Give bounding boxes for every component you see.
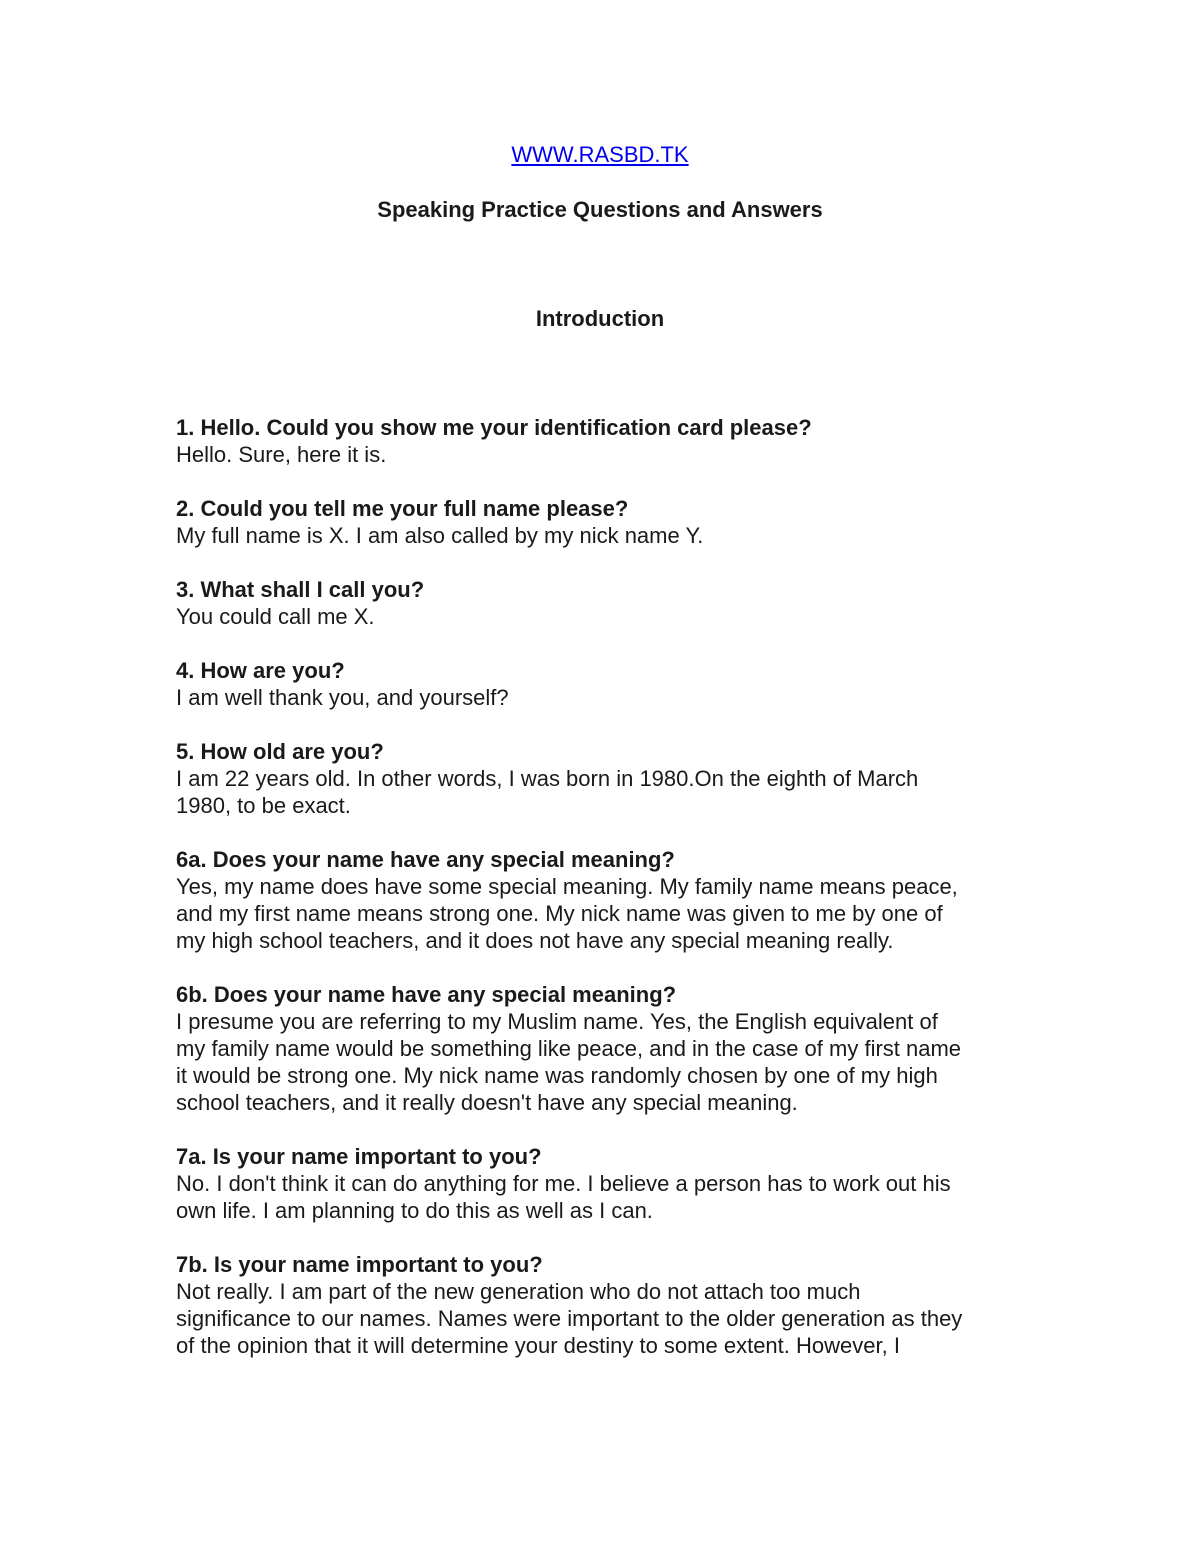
question: 5. How old are you? xyxy=(176,739,384,764)
answer xyxy=(176,1278,1056,1359)
question: 6b. Does your name have any special meaning? xyxy=(176,982,677,1007)
answer-line: I am well thank you, and yourself? xyxy=(176,685,509,710)
answer-line: own life. I am planning to do this as well as I can. xyxy=(176,1198,653,1223)
answer-line: I presume you are referring to my Muslim name. Yes, the English equivalent of xyxy=(176,1009,938,1034)
answer xyxy=(176,603,1056,630)
answer xyxy=(176,441,1056,468)
answer xyxy=(176,1170,1056,1224)
answer-line: Yes, my name does have some special meaning. My family name means peace, xyxy=(176,874,958,899)
answer-line: I am 22 years old. In other words, I was born in 1980.On the eighth of March xyxy=(176,766,919,791)
qa-item-2 xyxy=(176,495,1056,549)
answer xyxy=(176,1008,1056,1116)
answer xyxy=(176,522,1056,549)
question: 4. How are you? xyxy=(176,658,345,683)
answer xyxy=(176,873,1056,954)
qa-item-6a xyxy=(176,846,1056,954)
answer xyxy=(176,765,1056,819)
answer-line: of the opinion that it will determine your destiny to some extent. However, I xyxy=(176,1333,900,1358)
question: 6a. Does your name have any special meaning? xyxy=(176,847,675,872)
answer-line: Not really. I am part of the new generation who do not attach too much xyxy=(176,1279,861,1304)
question: 1. Hello. Could you show me your identification card please? xyxy=(176,415,812,440)
answer-line: my family name would be something like peace, and in the case of my first name xyxy=(176,1036,962,1061)
answer-line: school teachers, and it really doesn't have any special meaning. xyxy=(176,1090,798,1115)
answer-line: 1980, to be exact. xyxy=(176,793,351,818)
answer-line: significance to our names. Names were important to the older generation as they xyxy=(176,1306,963,1331)
answer-line: it would be strong one. My nick name was randomly chosen by one of my high xyxy=(176,1063,938,1088)
answer-line: No. I don't think it can do anything for me. I believe a person has to work out his xyxy=(176,1171,951,1196)
answer-line: my high school teachers, and it does not have any special meaning really. xyxy=(176,928,894,953)
qa-item-3 xyxy=(176,576,1056,630)
section-title: Introduction xyxy=(535,306,665,331)
answer-line: Hello. Sure, here it is. xyxy=(176,442,387,467)
site-link[interactable]: WWW.RASBD.TK xyxy=(511,142,689,167)
question: 3. What shall I call you? xyxy=(176,577,425,602)
qa-list xyxy=(176,414,1056,1386)
answer xyxy=(176,684,1056,711)
question: 7b. Is your name important to you? xyxy=(176,1252,543,1277)
qa-item-4 xyxy=(176,657,1056,711)
question: 2. Could you tell me your full name please? xyxy=(176,496,629,521)
qa-item-1 xyxy=(176,414,1056,468)
qa-item-5 xyxy=(176,738,1056,819)
qa-item-6b xyxy=(176,981,1056,1116)
answer-line: and my first name means strong one. My nick name was given to me by one of xyxy=(176,901,943,926)
answer-line: You could call me X. xyxy=(176,604,375,629)
qa-item-7a xyxy=(176,1143,1056,1224)
question: 7a. Is your name important to you? xyxy=(176,1144,542,1169)
qa-item-7b xyxy=(176,1251,1056,1359)
answer-line: My full name is X. I am also called by my nick name Y. xyxy=(176,523,704,548)
document-title: Speaking Practice Questions and Answers xyxy=(377,197,823,222)
